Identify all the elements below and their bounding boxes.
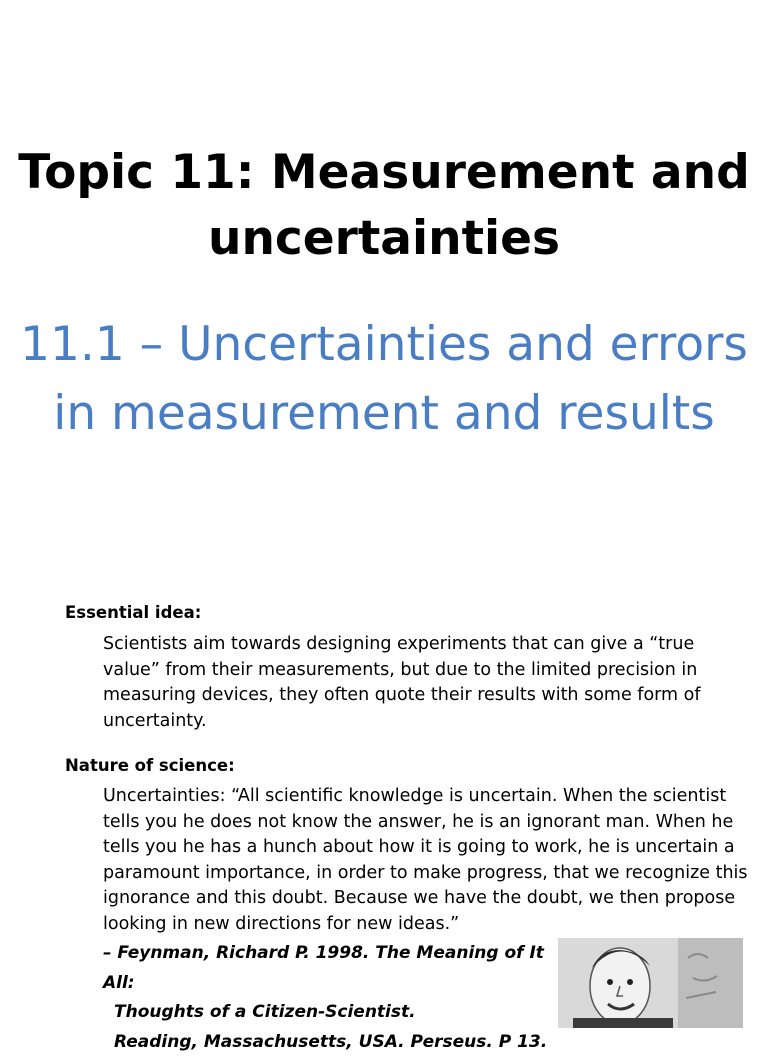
feynman-photo [558,938,743,1028]
nature-of-science-text: Uncertainties: “All scientific knowledge is uncertain. When the scientist tells you he does not know the answer, he is an ignorant man. When he tells you he has a hunch about how it is going to work, he is uncertain a paramount importance, in order to make progress, that we recognize this ignorance and this doubt. Because we have the doubt, we then propose looking in new directions for new ideas.” [103,784,753,937]
section-subtitle: 11.1 – Uncertainties and errors in measurement and results [0,310,768,448]
citation-line-2: Thoughts of a Citizen-Scientist. [103,998,563,1028]
page-title: Topic 11: Measurement and uncertainties [0,140,768,272]
citation-line-1: – Feynman, Richard P. 1998. The Meaning of It All: [103,943,544,993]
feynman-portrait-image [558,938,743,1028]
citation [103,939,563,1057]
essential-idea-heading: Essential idea: [65,603,201,622]
nature-of-science-heading: Nature of science: [65,756,235,775]
citation-line-3: Reading, Massachusetts, USA. Perseus. P 13. [103,1028,563,1057]
essential-idea-text: Scientists aim towards designing experiments that can give a “true value” from their measurements, but due to the limited precision in measuring devices, they often quote their results with some form of uncertainty. [103,632,753,734]
